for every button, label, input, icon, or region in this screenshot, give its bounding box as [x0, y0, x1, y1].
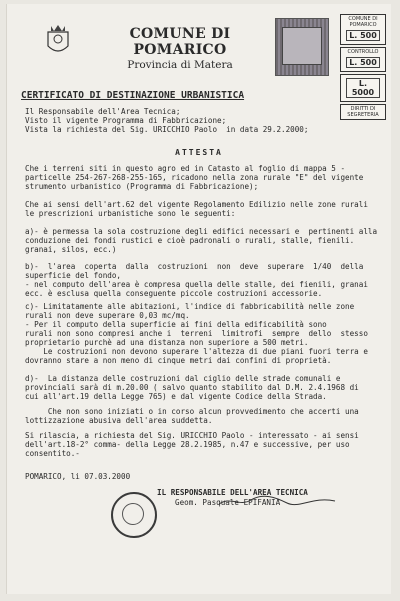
body-line: Che i terreni siti in questo agro ed in Catasto al foglio di mappa 5 - [25, 164, 346, 173]
letterhead [85, 26, 275, 71]
clause-d-line: cui all'art.19 della Legge 765) e dal vigente Codice della Strada. [25, 392, 327, 401]
fee-stamp [340, 47, 386, 72]
clause-a-line: granai, silos, ecc.) [25, 245, 117, 254]
handwritten-signature-icon [217, 494, 337, 508]
body-line: dell'art.18-2° comma- della Legge 28.2.1985, n.47 e successive, per uso [25, 440, 350, 449]
clause-c-line: Le costruzioni non devono superare l'altezza di due piani fuori terra e [25, 347, 368, 356]
clause-c-line: dovranno stare a non meno di cinque metri dai confini di proprietà. [25, 356, 332, 365]
clause-d-line: d)- La distanza delle costruzioni dal ciglio delle strade comunali e [25, 374, 341, 383]
clause-a-line: conduzione dei fondi rustici e cioè padronali o rurali, stalle, fienili. [25, 236, 355, 245]
fee-stamp-value: L. 500 [346, 30, 380, 41]
clause-b-line: ecc. è esclusa quella conseguente piccole costruzioni accessorie. [25, 289, 323, 298]
attesta-heading: ATTESTA [175, 148, 223, 157]
clause-b-line: b)- l'area coperta dalla costruzioni non deve superare 1/40 della [25, 262, 364, 271]
fee-stamps [340, 14, 386, 122]
signatory-role: IL RESPONSABILE DELL'AREA TECNICA [157, 488, 308, 497]
fee-stamp-top: COMUNE DI POMARICO [348, 16, 378, 28]
clause-b-line: - nel computo dell'area è compresa quella delle stalle, dei fienili, granai [25, 280, 368, 289]
body-line: Si rilascia, a richiesta del Sig. URICCHIO Paolo - interessato - ai sensi [25, 431, 359, 440]
body-line: consentito.- [25, 449, 80, 458]
municipality-name: COMUNE DI POMARICO [129, 26, 231, 58]
official-seal-icon [111, 492, 157, 538]
clause-c-line: rurali non sono compresi anche i terreni limitrofi sempre dello stesso [25, 329, 368, 338]
revenue-stamp-image [282, 27, 322, 65]
body-line: lottizzazione abusiva dell'area suddetta. [25, 416, 213, 425]
clause-c-line: c)- Limitatamente alle abitazioni, l'indice di fabbricabilità nelle zone [25, 302, 355, 311]
clause-c-line: - Per il computo della superficie ai fini della edificabilità sono [25, 320, 327, 329]
clause-c-line: rurali non deve superare 0,03 mc/mq. [25, 311, 190, 320]
fee-stamp-value: L. 5000 [346, 78, 380, 98]
intro-line: Vista la richiesta del Sig. URICCHIO Paolo in data 29.2.2000; [25, 125, 309, 134]
body-line: particelle 254-267-268-255-165, ricadono nella zona rurale "E" del vigente [25, 173, 364, 182]
intro-line: Visto il vigente Programma di Fabbricazione; [25, 116, 227, 125]
body-line: le prescrizioni urbanistiche sono le seguenti: [25, 209, 236, 218]
clause-c-line: proprietario purchè ad una distanza non superiore a 500 metri. [25, 338, 309, 347]
clause-a-line: a)- è permessa la sola costruzione degli edifici necessari e pertinenti alla [25, 227, 378, 236]
clause-d-line: provinciali sarà di m.20.00 ( salvo quanto stabilito dal D.M. 2.4.1968 di [25, 383, 359, 392]
fee-stamp-value: L. 500 [346, 57, 380, 68]
body-line: strumento urbanistico (Programma di Fabbricazione); [25, 182, 259, 191]
body-line: Che non sono iniziati o in corso alcun provvedimento che accerti una [25, 407, 359, 416]
fee-stamp-top: CONTROLLO [347, 49, 379, 55]
province-name: Provincia di Matera [127, 59, 233, 71]
document-title: CERTIFICATO DI DESTINAZIONE URBANISTICA [21, 90, 245, 101]
fee-stamp [340, 104, 386, 120]
clause-b-line: superficie del fondo, [25, 271, 122, 280]
body-line: Che ai sensi dell'art.62 del vigente Regolamento Edilizio nelle zone rurali [25, 200, 368, 209]
signatory-name: Geom. Pasquale EPIFANIA [175, 498, 281, 507]
document-page [6, 4, 391, 594]
fee-stamp-top: DIRITTI DI [350, 106, 376, 112]
fee-stamp-bottom: SEGRETERIA [347, 112, 379, 118]
fee-stamp [340, 14, 386, 45]
municipal-crest-icon [45, 24, 71, 58]
revenue-stamp [275, 18, 329, 76]
fee-stamp [340, 74, 386, 102]
intro-line: Il Responsabile dell'Area Tecnica; [25, 107, 181, 116]
place-date: POMARICO, li 07.03.2000 [25, 472, 131, 481]
